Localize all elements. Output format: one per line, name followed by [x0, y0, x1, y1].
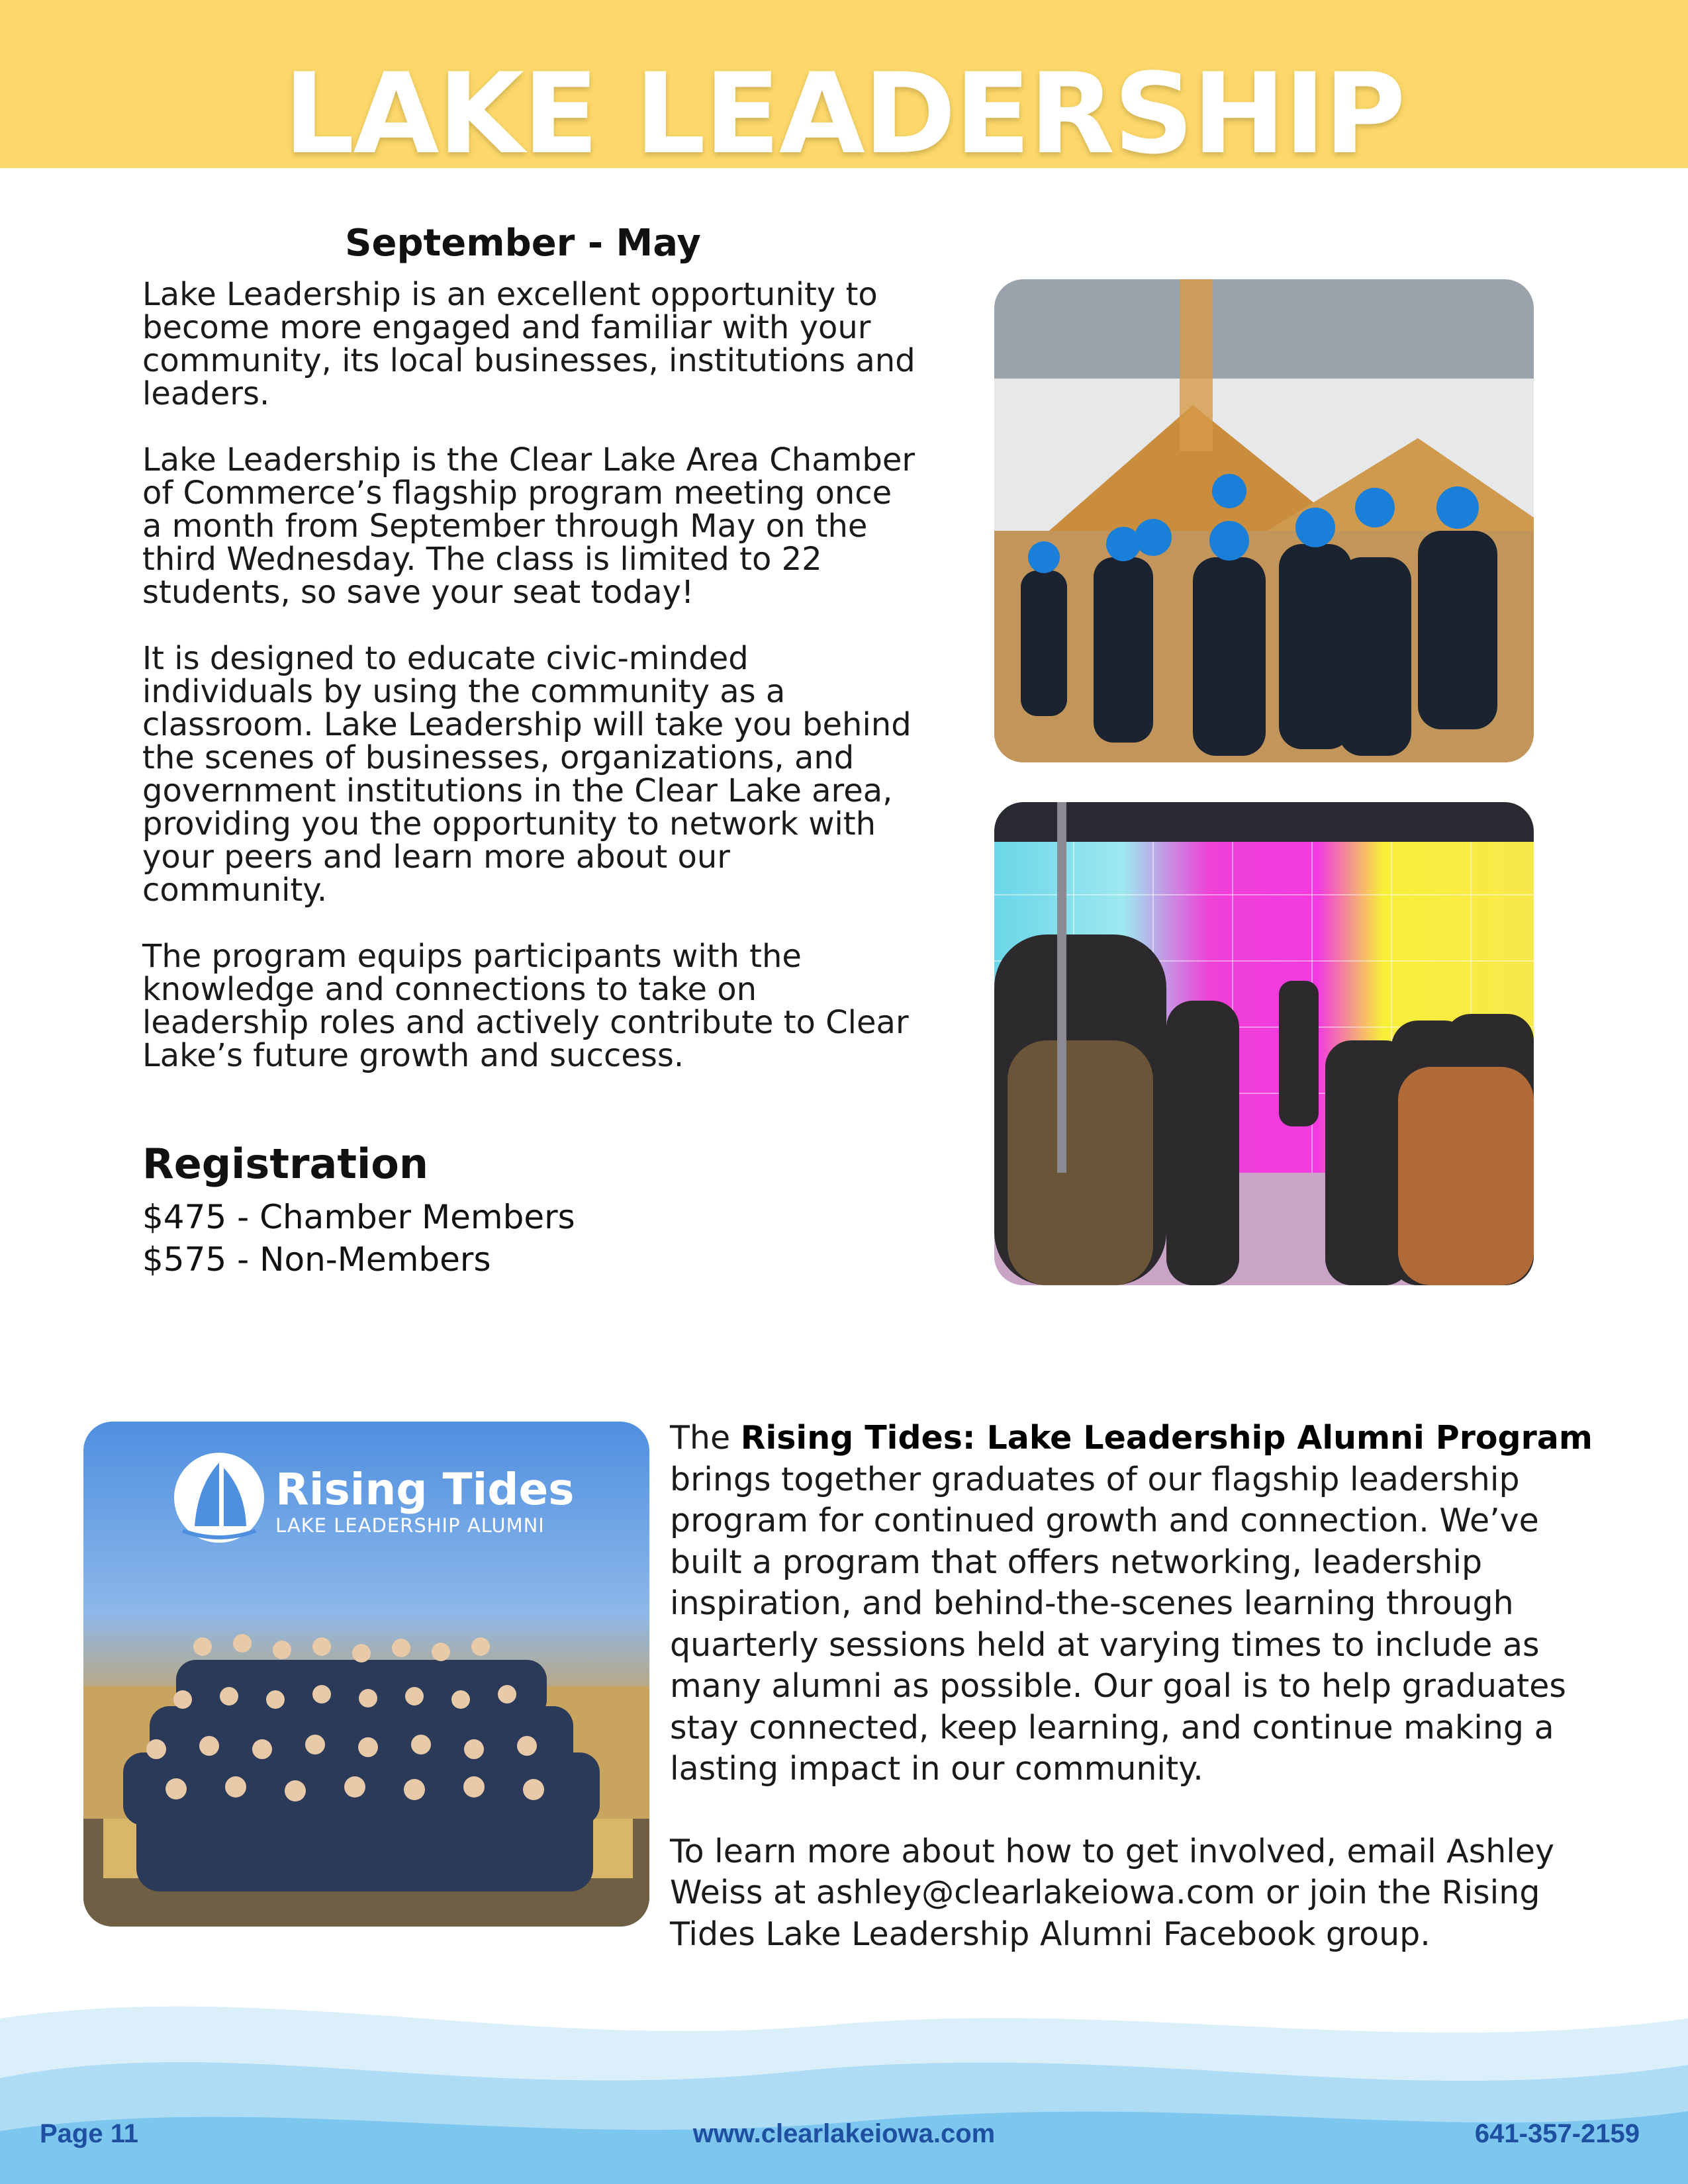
- alumni-program-name: Rising Tides: Lake Leadership Alumni Program: [740, 1419, 1593, 1457]
- price-member: $475 - Chamber Members: [142, 1198, 575, 1236]
- rising-tides-logo: [275, 1464, 575, 1538]
- alumni-contact-paragraph: To learn more about how to get involved, email Ashley Weiss at ashley@clearlakeiowa.com or join the Rising Tides Lake Leadership Alumni Facebook group.: [670, 1832, 1555, 1953]
- price-non-member: $575 - Non-Members: [142, 1240, 491, 1279]
- alumni-intro-prefix: The: [670, 1419, 741, 1457]
- schedule-heading: September - May: [345, 222, 701, 265]
- led-wall-illustration: [994, 802, 1534, 1285]
- program-description: [142, 278, 917, 1105]
- footer-page-number: Page 11: [40, 2119, 139, 2148]
- page-title: LAKE LEADERSHIP: [283, 49, 1405, 179]
- grain-facility-photo: [994, 279, 1534, 762]
- footer-phone[interactable]: 641-357-2159: [1474, 2119, 1640, 2148]
- alumni-group-photo: [83, 1422, 649, 1927]
- logo-title: Rising Tides: [275, 1464, 575, 1515]
- led-wall-photo: [994, 802, 1534, 1285]
- footer-website[interactable]: www.clearlakeiowa.com: [692, 2119, 996, 2148]
- grain-facility-illustration: [994, 279, 1534, 762]
- intro-paragraph: The program equips participants with the knowledge and connections to take on leadership roles and actively contribute to Clear Lake’s future growth and success.: [142, 938, 909, 1074]
- intro-paragraph: It is designed to educate civic-minded individuals by using the community as a classroom. Lake Leadership will take you behind the scenes of businesses, organizations, and government institutions in the Clear Lake area, providing you the opportunity to network with your peers and learn more about our community.: [142, 640, 912, 909]
- header-banner: [0, 0, 1688, 179]
- registration-section: [142, 1140, 870, 1281]
- logo-subtitle: LAKE LEADERSHIP ALUMNI: [275, 1514, 545, 1537]
- alumni-program-section: [670, 1418, 1610, 1996]
- intro-paragraph: Lake Leadership is an excellent opportunity to become more engaged and familiar with your community, its local businesses, institutions and leaders.: [142, 276, 915, 412]
- sailboat-logo-icon: [174, 1453, 264, 1543]
- alumni-intro-text: brings together graduates of our flagship leadership program for continued growth and connection. We’ve built a program that offers networking, leadership inspiration, and behind-the-scenes learning through quarterly sessions held at varying times to include as many alumni as possible. Our goal is to help graduates stay connected, keep learning, and continue making a lasting impact in our community.: [670, 1460, 1566, 1788]
- alumni-intro-paragraph: [670, 1418, 1610, 1790]
- intro-paragraph: Lake Leadership is the Clear Lake Area Chamber of Commerce’s flagship program meeting once a month from September through May on the third Wednesday. The class is limited to 22 students, so save your seat today!: [142, 441, 915, 611]
- footer-waves: [0, 1979, 1688, 2184]
- registration-heading: Registration: [142, 1140, 429, 1188]
